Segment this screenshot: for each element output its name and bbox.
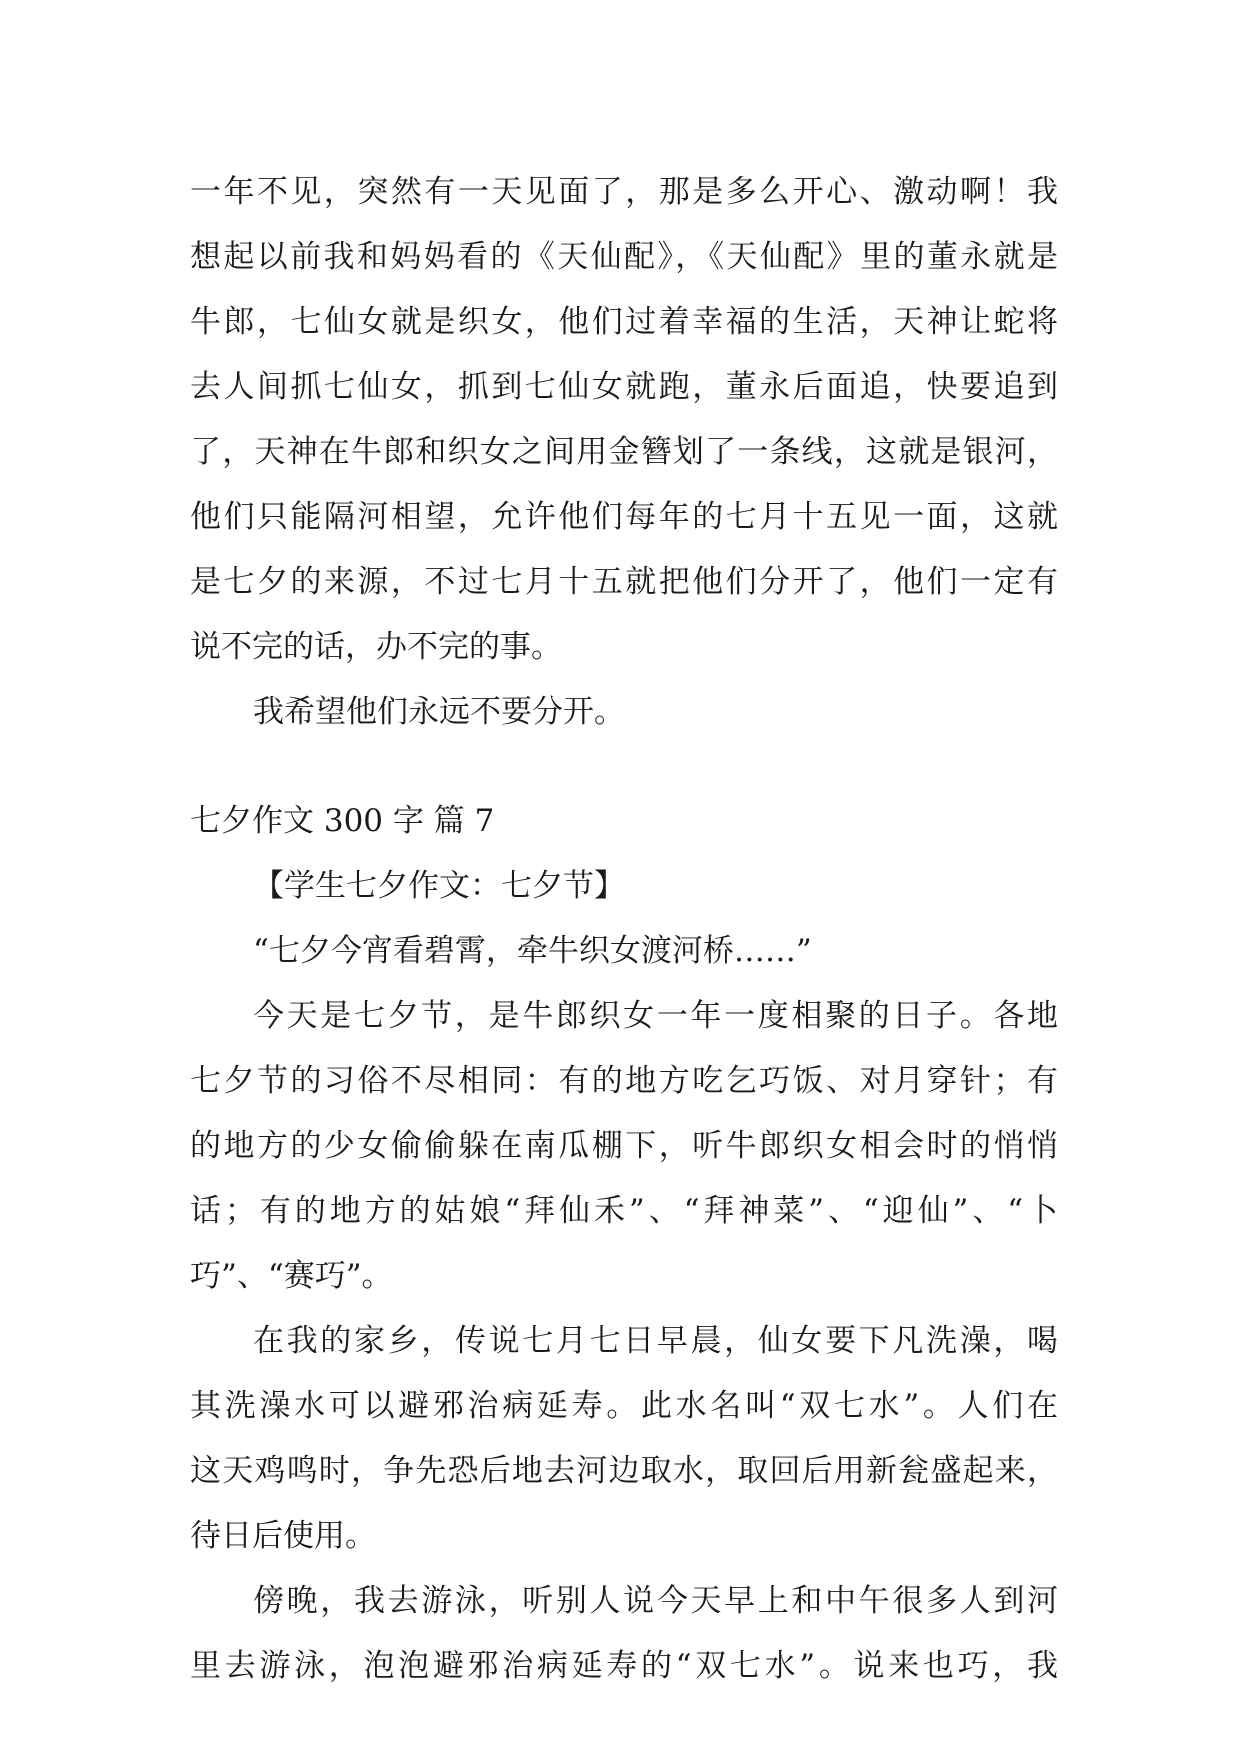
text-line: 的地方的少女偷偷躲在南瓜棚下，听牛郎织女相会时的悄悄 (190, 1128, 1058, 1164)
text-line: 待日后使用。 (190, 1518, 376, 1554)
paragraph-evening (190, 1569, 1058, 1699)
text-line: 了，天神在牛郎和织女之间用金簪划了一条线，这就是银河， (190, 434, 1058, 470)
text-line: 说不完的话，办不完的事。 (190, 629, 562, 665)
text-line: 巧”、“赛巧”。 (190, 1258, 393, 1294)
text-line: 傍晚，我去游泳，听别人说今天早上和中午很多人到河 (253, 1583, 1058, 1619)
text-line: 他们只能隔河相望，允许他们每年的七月十五见一面，这就 (190, 499, 1058, 535)
text-line: 七夕节的习俗不尽相同：有的地方吃乞巧饭、对月穿针；有 (190, 1063, 1058, 1099)
closing-sentence: 我希望他们永远不要分开。 (253, 694, 625, 730)
text-line: 今天是七夕节，是牛郎织女一年一度相聚的日子。各地 (253, 998, 1058, 1034)
paragraph-hometown (190, 1309, 1058, 1569)
text-line: 话；有的地方的姑娘“拜仙禾”、“拜神菜”、“迎仙”、“卜 (190, 1193, 1058, 1229)
text-line: 想起以前我和妈妈看的《天仙配》，《天仙配》里的董永就是 (190, 239, 1058, 275)
opening-quote: “七夕今宵看碧霄，牵牛织女渡河桥……” (253, 933, 812, 969)
text-line: 其洗澡水可以避邪治病延寿。此水名叫“双七水”。人们在 (190, 1388, 1058, 1424)
essay-subtitle: 【学生七夕作文：七夕节】 (253, 868, 625, 904)
text-line: 牛郎，七仙女就是织女，他们过着幸福的生活，天神让蛇将 (190, 304, 1058, 340)
text-line: 一年不见，突然有一天见面了，那是多么开心、激动啊！我 (190, 174, 1058, 210)
paragraph-customs (190, 984, 1058, 1309)
text-line: 是七夕的来源，不过七月十五就把他们分开了，他们一定有 (190, 564, 1058, 600)
text-line: 去人间抓七仙女，抓到七仙女就跑，董永后面追，快要追到 (190, 369, 1058, 405)
text-line: 里去游泳，泡泡避邪治病延寿的“双七水”。说来也巧，我 (190, 1648, 1058, 1684)
document-page (190, 160, 1058, 1699)
essay-heading: 七夕作文 300 字 篇 7 (190, 803, 495, 839)
text-line: 这天鸡鸣时，争先恐后地去河边取水，取回后用新瓮盛起来， (190, 1453, 1058, 1489)
section-spacer (190, 745, 1058, 789)
text-line: 在我的家乡，传说七月七日早晨，仙女要下凡洗澡，喝 (253, 1323, 1058, 1359)
paragraph-story-ending (190, 160, 1058, 680)
